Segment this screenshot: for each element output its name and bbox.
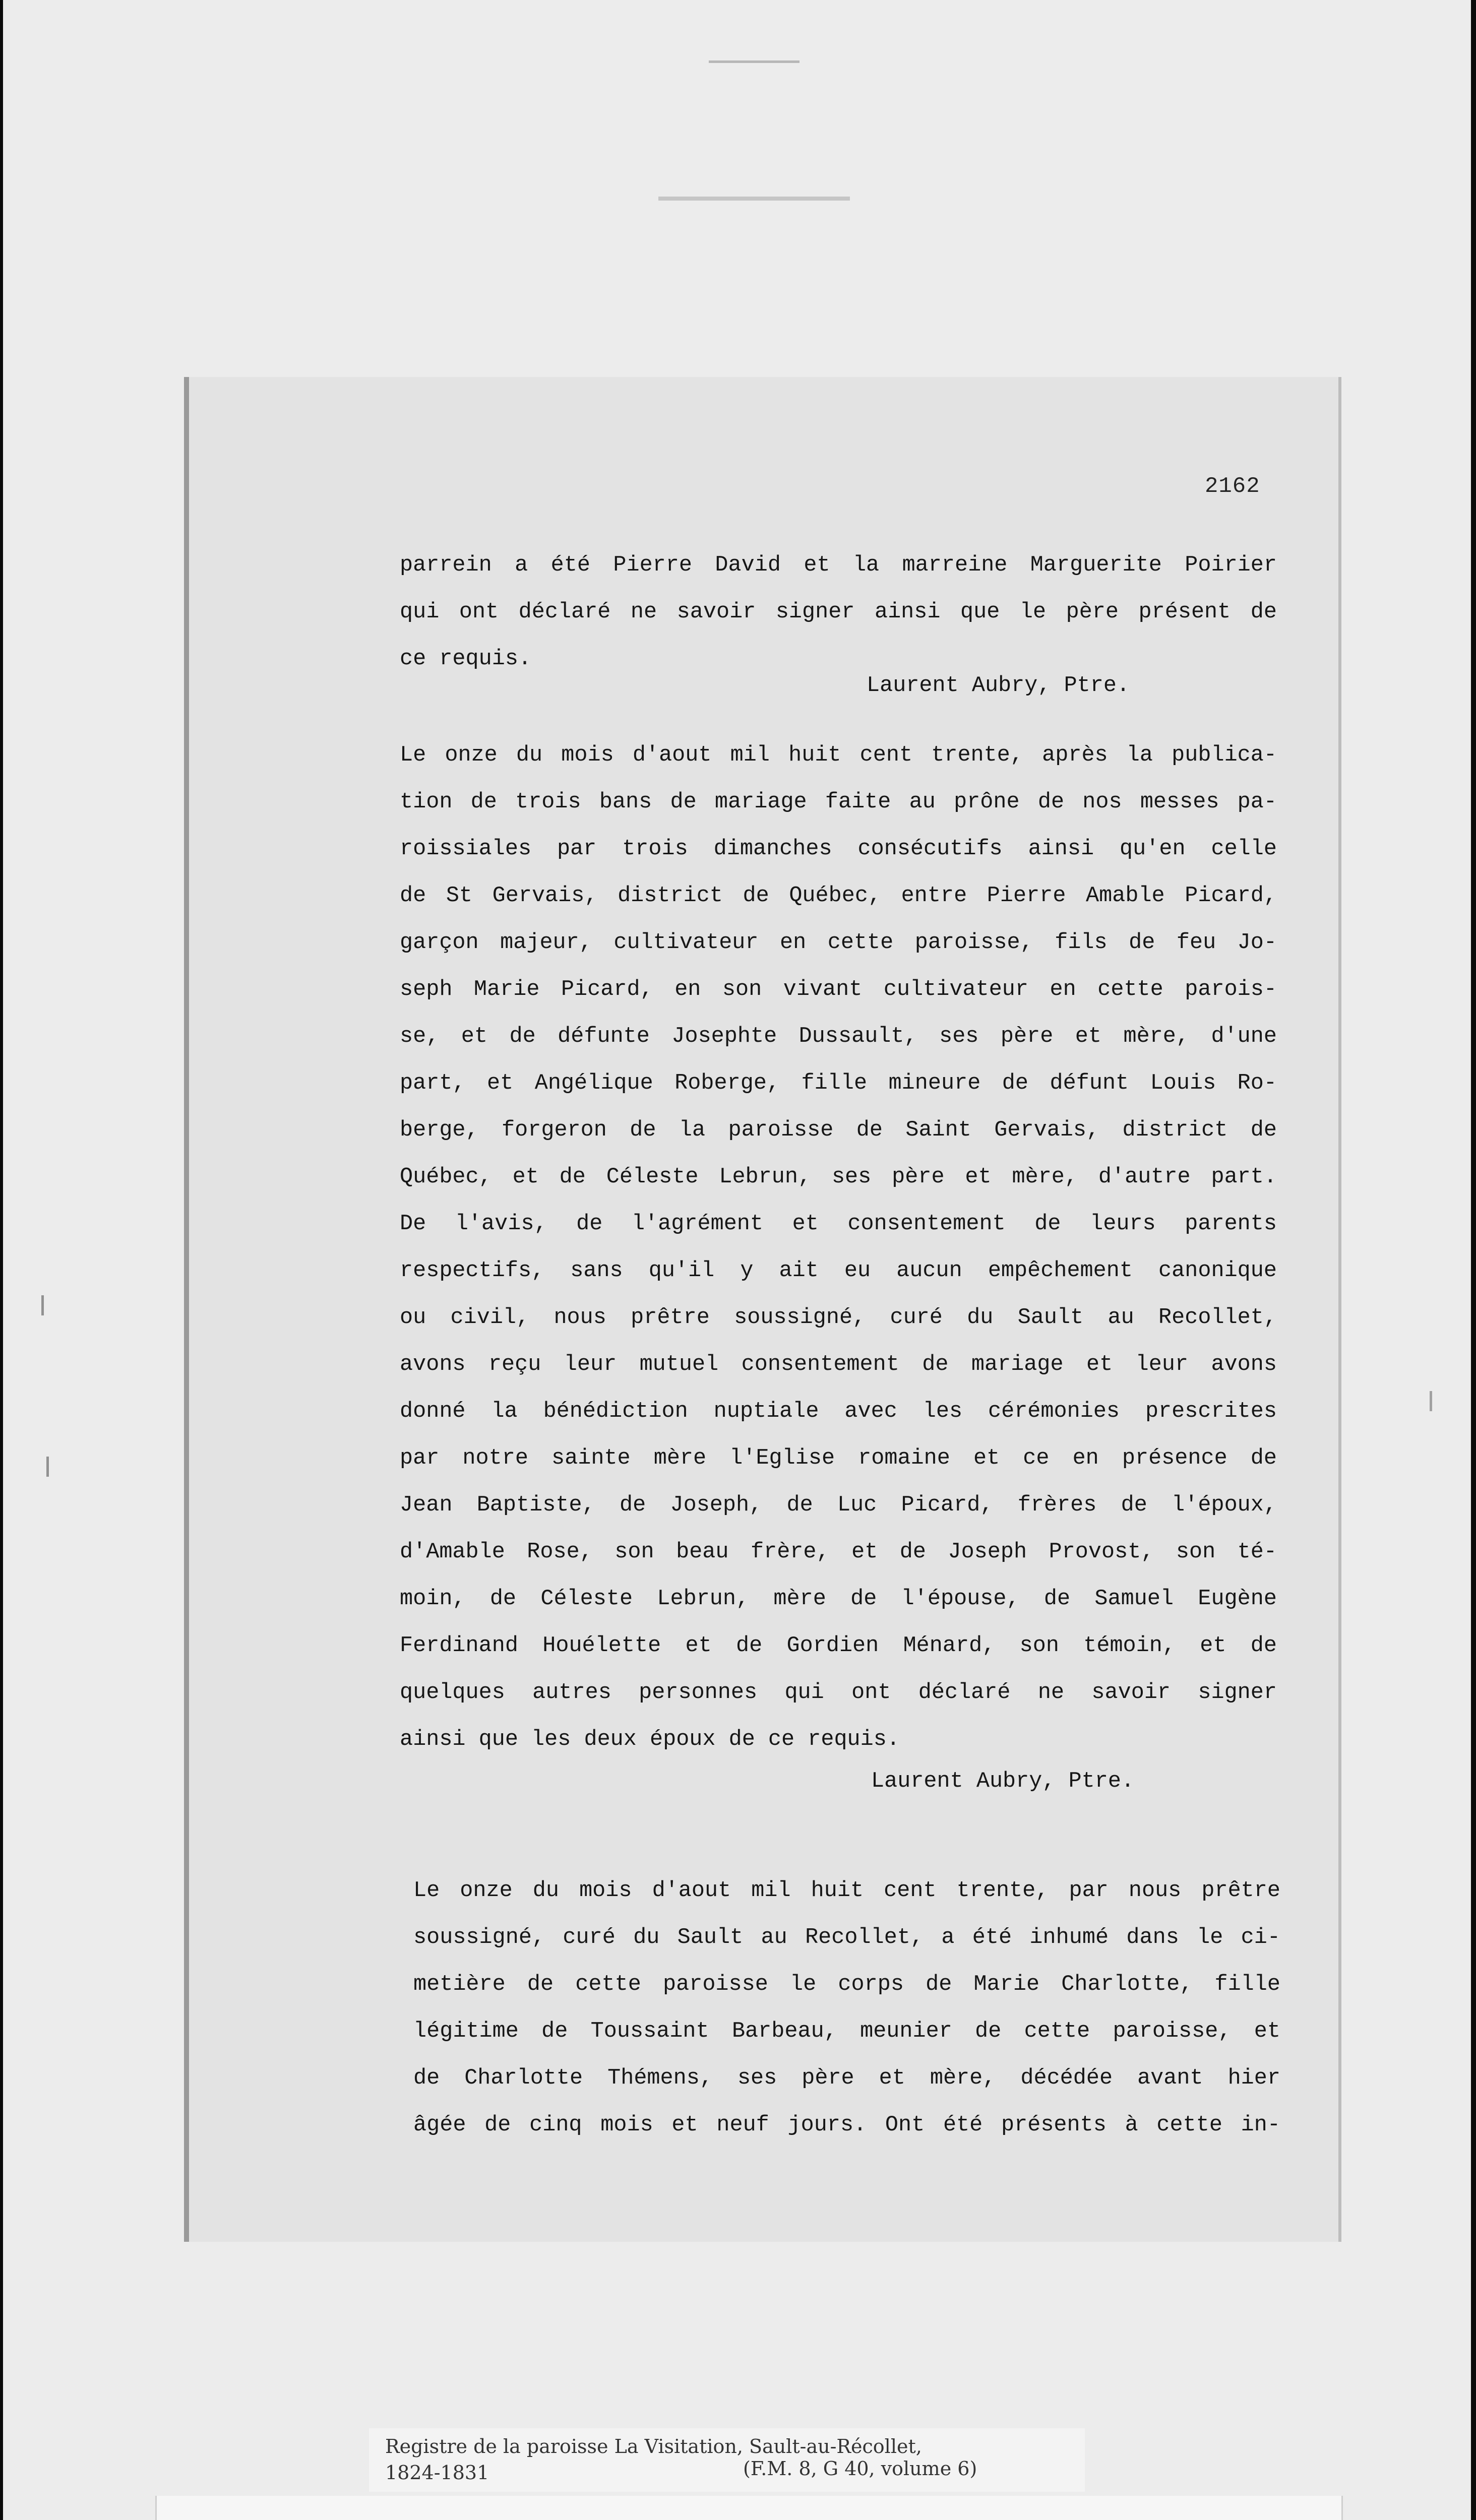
- priest-signature: Laurent Aubry, Ptre.: [867, 673, 1130, 698]
- text-line: tion de trois bans de mariage faite au prône de nos messes pa-: [400, 790, 1277, 814]
- margin-mark: [46, 1457, 49, 1477]
- text-line: garçon majeur, cultivateur en cette paroisse, fils de feu Jo-: [400, 930, 1277, 955]
- text-line: Le onze du mois d'aout mil huit cent trente, après la publica-: [400, 743, 1277, 768]
- text-line: se, et de défunte Josephte Dussault, ses père et mère, d'une: [400, 1024, 1277, 1049]
- text-line: seph Marie Picard, en son vivant cultivateur en cette parois-: [400, 977, 1277, 1002]
- archive-caption-label: [369, 2428, 1085, 2492]
- film-smudge: [658, 197, 850, 201]
- margin-mark: [1430, 1391, 1432, 1411]
- text-line: ou civil, nous prêtre soussigné, curé du Sault au Recollet,: [400, 1305, 1277, 1330]
- caption-years: 1824-1831: [385, 2462, 489, 2484]
- text-line: Le onze du mois d'aout mil huit cent trente, par nous prêtre: [413, 1878, 1280, 1903]
- text-line: respectifs, sans qu'il y ait eu aucun empêchement canonique: [400, 1258, 1277, 1283]
- caption-reference: (F.M. 8, G 40, volume 6): [743, 2458, 977, 2480]
- text-line: Ferdinand Houélette et de Gordien Ménard, son témoin, et de: [400, 1633, 1277, 1658]
- text-line: par notre sainte mère l'Eglise romaine et ce en présence de: [400, 1446, 1277, 1471]
- text-line: de St Gervais, district de Québec, entre Pierre Amable Picard,: [400, 884, 1277, 908]
- text-line: ainsi que les deux époux de ce requis.: [400, 1727, 900, 1752]
- text-line: metière de cette paroisse le corps de Marie Charlotte, fille: [413, 1972, 1280, 1997]
- text-line: roissiales par trois dimanches consécutifs ainsi qu'en celle: [400, 837, 1277, 861]
- text-line: Québec, et de Céleste Lebrun, ses père et mère, d'autre part.: [400, 1165, 1277, 1189]
- marriage-entry: [400, 732, 1277, 1805]
- text-line: âgée de cinq mois et neuf jours. Ont été présents à cette in-: [413, 2113, 1280, 2137]
- priest-signature: Laurent Aubry, Ptre.: [871, 1769, 1135, 1794]
- text-line: avons reçu leur mutuel consentement de mariage et leur avons: [400, 1352, 1277, 1377]
- burial-entry: [413, 1867, 1280, 2149]
- archives-stamp-panel: [155, 2496, 1343, 2520]
- text-line: donné la bénédiction nuptiale avec les cérémonies prescrites: [400, 1399, 1277, 1424]
- text-line: De l'avis, de l'agrément et consentement de leurs parents: [400, 1212, 1277, 1236]
- text-line: légitime de Toussaint Barbeau, meunier de cette paroisse, et: [413, 2019, 1280, 2044]
- text-line: qui ont déclaré ne savoir signer ainsi que le père présent de: [400, 600, 1277, 624]
- text-line: part, et Angélique Roberge, fille mineure de défunt Louis Ro-: [400, 1071, 1277, 1096]
- text-line: berge, forgeron de la paroisse de Saint Gervais, district de: [400, 1118, 1277, 1143]
- baptism-entry-continuation: [400, 542, 1277, 709]
- page-number: 2162: [1205, 474, 1260, 499]
- margin-mark: [41, 1295, 44, 1315]
- text-line: quelques autres personnes qui ont déclaré ne savoir signer: [400, 1680, 1277, 1705]
- text-line: moin, de Céleste Lebrun, mère de l'épouse, de Samuel Eugène: [400, 1587, 1277, 1611]
- text-line: soussigné, curé du Sault au Recollet, a été inhumé dans le ci-: [413, 1925, 1280, 1950]
- text-line: de Charlotte Thémens, ses père et mère, décédée avant hier: [413, 2066, 1280, 2091]
- text-line: ce requis.: [400, 647, 532, 671]
- caption-title: Registre de la paroisse La Visitation, Sault-au-Récollet,: [385, 2435, 922, 2458]
- text-line: d'Amable Rose, son beau frère, et de Joseph Provost, son té-: [400, 1540, 1277, 1564]
- film-scratch: [709, 60, 799, 63]
- text-line: Jean Baptiste, de Joseph, de Luc Picard, frères de l'époux,: [400, 1493, 1277, 1518]
- text-line: parrein a été Pierre David et la marreine Marguerite Poirier: [400, 553, 1277, 578]
